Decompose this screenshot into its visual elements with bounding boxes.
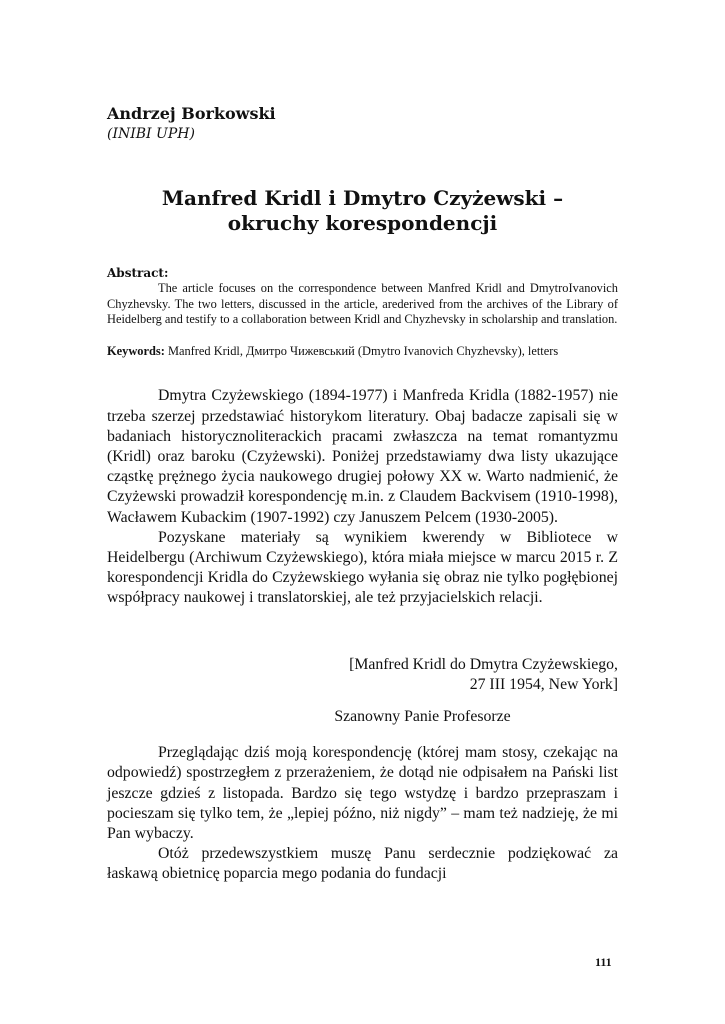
paragraph-1: Dmytra Czyżewskiego (1894-1977) i Manfreda Kridla (1882-1957) nie trzeba szerzej przedstawiać historykom literatury. Obaj badacze zapisali się w badaniach historycznoliterackich pracami zwłaszcza na temat romantyzmu (Kridl) oraz baroku (Czyżewski). Poniżej przedstawiamy dwa listy ukazujące cząstkę prężnego życia naukowego drugiej połowy XX w. Warto nadmienić, że Czyżewski prowadził korespondencję m.in. z Claudem Backvisem (1910-1998), Wacławem Kubackim (1907-1992) czy Januszem Pelcem (1930-2005). (107, 387, 618, 526)
keywords-label: Keywords: (107, 343, 165, 358)
abstract-label: Abstract: (107, 266, 169, 280)
letter-heading-line-2: 27 III 1954, New York] (469, 675, 618, 693)
paragraph-2: Pozyskane materiały są wynikiem kwerendy w Bibliotece w Heidelbergu (Archiwum Czyżewskiego), która miała miejsce w marcu 2015 r. Z korespondencji Kridla do Czyżewskiego wyłania się obraz nie tylko pogłębionej współpracy naukowej i translatorskiej, ale też przyjacielskich relacji. (107, 528, 618, 607)
letter-heading-line-1: [Manfred Kridl do Dmytra Czyżewskiego, (349, 655, 618, 673)
author-affiliation: (INIBI UPH) (107, 126, 195, 142)
title-line-2: okruchy korespondencji (227, 211, 498, 235)
letter-paragraph-2: Otóż przedewszystkiem muszę Panu serdecznie podziękować za łaskawą obietnicę poparcia mego podania do fundacji (107, 845, 618, 883)
document-page (107, 104, 618, 885)
article-title (107, 186, 618, 236)
page-number: 111 (595, 955, 612, 969)
letter-heading (107, 655, 618, 695)
salutation: Szanowny Panie Profesorze (334, 708, 511, 726)
title-line-1: Manfred Kridl i Dmytro Czyżewski – (161, 186, 564, 210)
letter-paragraph-1: Przeglądając dziś moją korespondencję (której mam stosy, czekając na odpowiedź) spostrzegłem z przerażeniem, że dotąd nie odpisałem na Pański list jeszcze gdzieś z listopada. Bardzo się tego wstydzę i bardzo przepraszam i pocieszam się tylko tem, że „lepiej późno, niż nigdy” – mam też nadzieję, że mi Pan wybaczy. (107, 744, 618, 843)
keywords-text: Manfred Kridl, Дмитро Чижевський (Dmytro Ivanovich Chyzhevsky), letters (167, 343, 559, 358)
keywords (107, 344, 618, 360)
author-name: Andrzej Borkowski (107, 104, 276, 123)
abstract-text: The article focuses on the correspondence between Manfred Kridl and DmytroIvanovich Chyzhevsky. The two letters, discussed in the article, arederived from the archives of the Library of Heidelberg and testify to a collaboration between Kridl and Chyzhevsky in scholarship and translation. (107, 281, 618, 327)
